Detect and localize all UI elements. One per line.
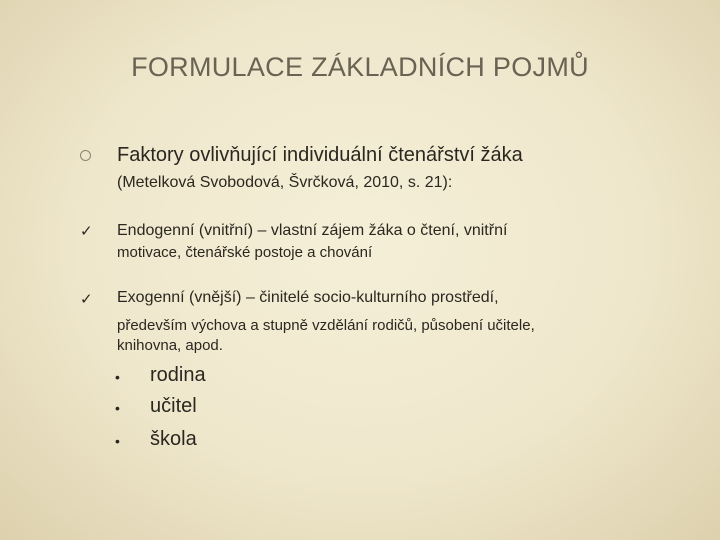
endogenni-line-2: motivace, čtenářské postoje a chování <box>117 244 373 261</box>
exogenni-line-3: knihovna, apod. <box>117 337 223 354</box>
main-point-line-2: (Metelková Svobodová, Švrčková, 2010, s. 21): <box>117 174 453 191</box>
dot-bullet-icon: • <box>115 369 120 385</box>
ring-bullet-icon <box>80 150 91 161</box>
dot-bullet-icon: • <box>115 433 120 449</box>
check-icon: ✓ <box>80 223 93 240</box>
endogenni-line-1: Endogenní (vnitřní) – vlastní zájem žáka o čtení, vnitřní <box>117 222 508 239</box>
list-item: škola <box>150 428 197 450</box>
main-point-line-1: Faktory ovlivňující individuální čtenářství žáka <box>117 144 523 166</box>
check-icon: ✓ <box>80 291 93 308</box>
list-item: učitel <box>150 395 197 417</box>
exogenni-line-1: Exogenní (vnější) – činitelé socio-kulturního prostředí, <box>117 289 499 306</box>
dot-bullet-icon: • <box>115 400 120 416</box>
list-item: rodina <box>150 364 206 386</box>
exogenni-line-2: především výchova a stupně vzdělání rodičů, působení učitele, <box>117 317 535 334</box>
slide-title: FORMULACE ZÁKLADNÍCH POJMŮ <box>131 52 589 82</box>
